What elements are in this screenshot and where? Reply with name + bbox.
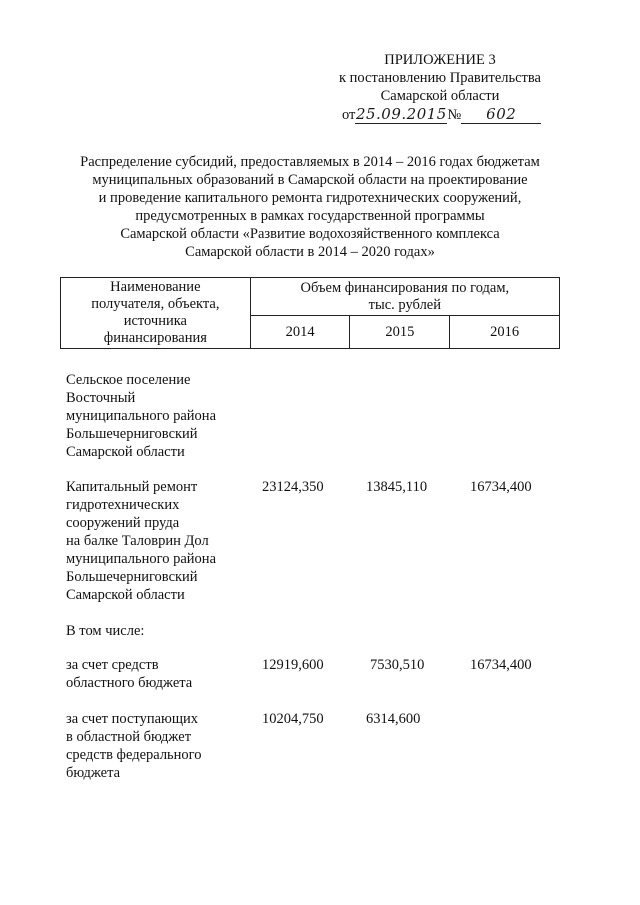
document-title [60,153,560,261]
title-line: и проведение капитального ремонта гидротехнических сооружений, [98,190,522,206]
cell-2015: 13845,110 [366,479,428,495]
cell-2014: 10204,750 [262,711,324,727]
table-row: за счет средств областного бюджета [66,657,193,691]
number-prefix: № [447,107,462,123]
table-header [60,277,560,349]
cell-2016: 16734,400 [470,479,532,495]
table-row: за счет поступающих в областной бюджет средств федерального бюджета [66,711,202,781]
header-year-2015: 2015 [350,316,450,349]
appendix-title: ПРИЛОЖЕНИЕ 3 [384,52,496,68]
cell-2015: 7530,510 [370,657,425,673]
title-line: Распределение субсидий, предоставляемых в 2014 – 2016 годах бюджетам [80,154,540,170]
cell-2016: 16734,400 [470,657,532,673]
title-line: Самарской области в 2014 – 2020 годах» [185,244,435,260]
table-row: Сельское поселение Восточный муниципального района Большечерниговский Самарской области [66,372,216,460]
table-row: Капитальный ремонт гидротехнических сооружений пруда на балке Таловрин Дол муниципального района Большечерниговский Самарской области [66,479,216,603]
appendix-line-region: Самарской области [380,88,500,104]
title-line: муниципальных образований в Самарской области на проектирование [92,172,528,188]
title-line: Самарской области «Развитие водохозяйственного комплекса [120,226,500,242]
title-line: предусмотренных в рамках государственной программы [135,208,485,224]
date-prefix: от [342,107,356,123]
header-year-2014: 2014 [250,316,350,349]
table-row: В том числе: [66,623,145,639]
appendix-date-line [342,105,552,125]
cell-2015: 6314,600 [366,711,421,727]
handwritten-number: 602 [461,105,541,124]
header-year-2016: 2016 [450,316,560,349]
cell-2014: 12919,600 [262,657,324,673]
header-funding-column: Объем финансирования по годам, тыс. рублей [250,278,559,316]
handwritten-date: 25.09.2015 [355,105,447,123]
header-name-column: Наименование получателя, объекта, источника финансирования [61,278,251,349]
appendix-line-decree: к постановлению Правительства [339,70,541,86]
cell-2014: 23124,350 [262,479,324,495]
